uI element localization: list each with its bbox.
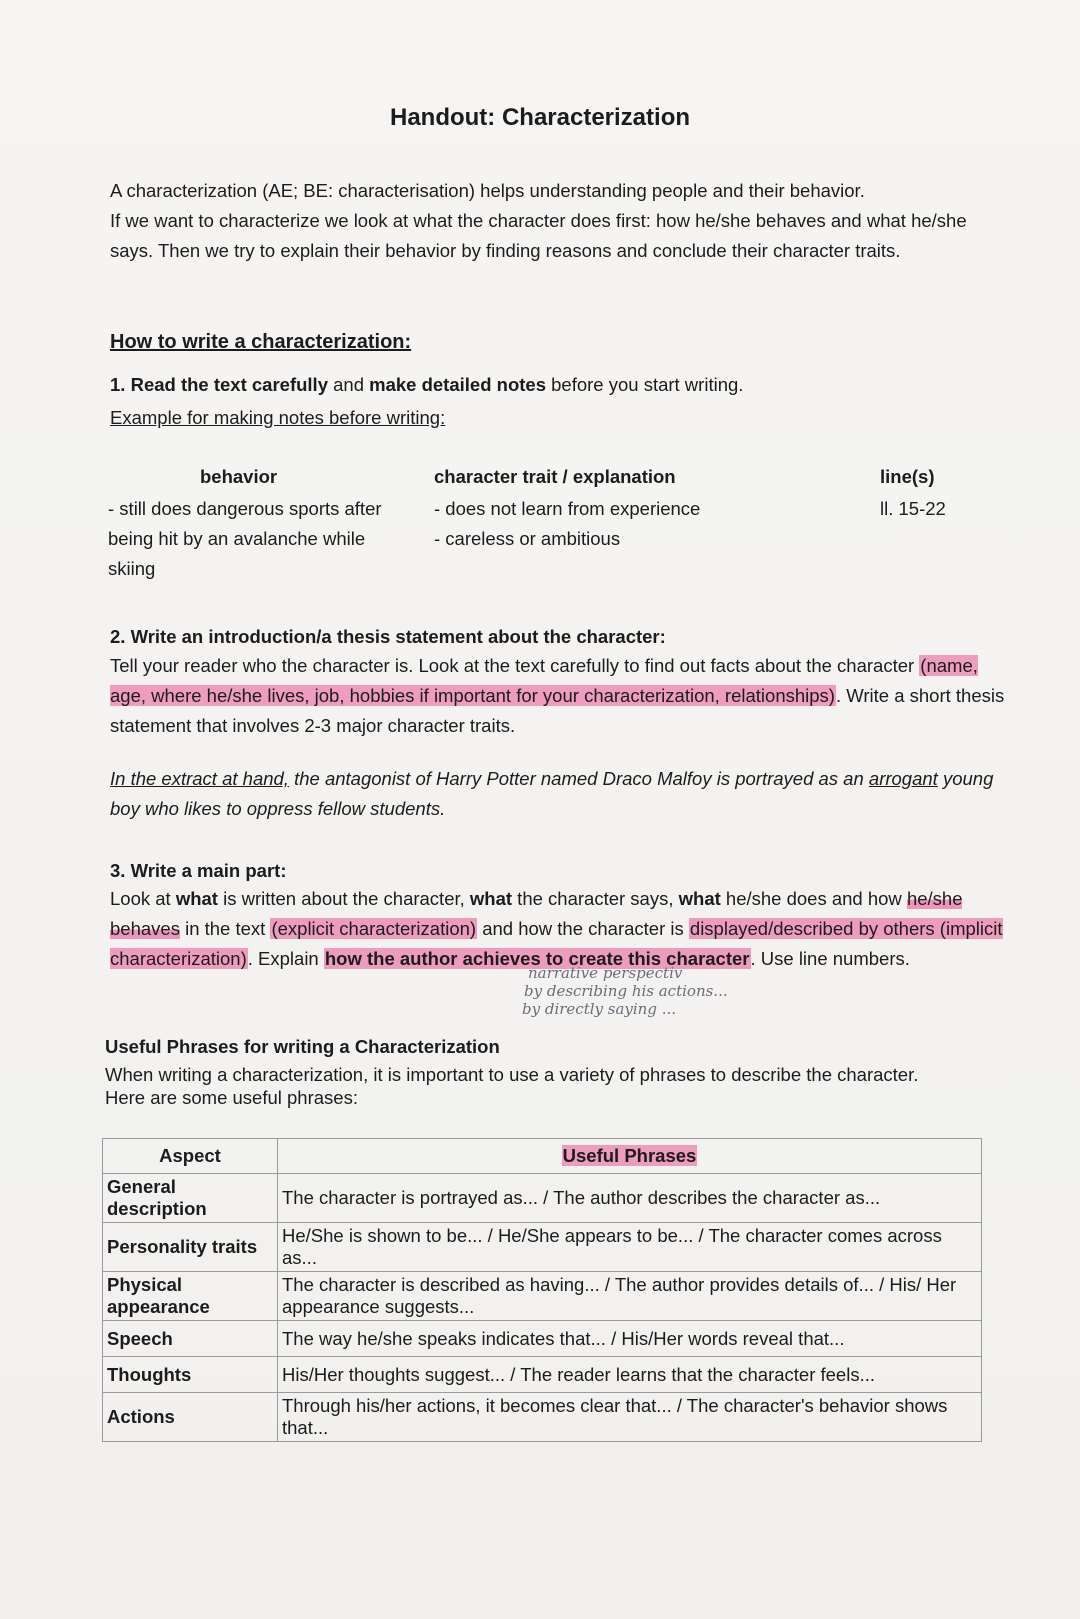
useful-phrases-table xyxy=(102,1138,982,1442)
step-1-number: 1. xyxy=(110,374,126,395)
step-3-highlight-4: how the author achieves to create this character xyxy=(324,948,750,969)
step-3-t2: is written about the character, xyxy=(217,888,470,909)
step-3-highlight-1: he/she behaves xyxy=(110,888,963,939)
table-row xyxy=(103,1357,982,1393)
aspect-cell: Speech xyxy=(103,1321,278,1357)
step-3-text xyxy=(110,884,1010,974)
table-row xyxy=(103,1272,982,1321)
step-2-heading: 2. Write an introduction/a thesis statement about the character: xyxy=(110,626,666,647)
step-3-b2: what xyxy=(469,888,513,909)
table-row xyxy=(103,1393,982,1442)
header-useful-phrases xyxy=(278,1139,982,1174)
example-underline-1: In the extract at hand, xyxy=(110,768,289,789)
step-3-t5: in the text xyxy=(179,918,271,939)
phrase-cell: Through his/her actions, it becomes clear that... / The character's behavior shows that... xyxy=(278,1393,982,1442)
handwritten-note-1: narrative perspectiv xyxy=(528,964,683,982)
handwritten-note-2: by describing his actions... xyxy=(524,982,728,1000)
step-3-t4: he/she does and how xyxy=(720,888,907,909)
notes-trait-2: - careless or ambitious xyxy=(434,528,621,549)
table-row xyxy=(103,1321,982,1357)
phrase-cell: The character is described as having... / The author provides details of... / His/ Her appearance suggests... xyxy=(278,1272,982,1321)
intro-line-2: If we want to characterize we look at what the character does first: how he/she behaves and what he/she says. Then we try to explain their behavior by finding reasons and conclude their character traits. xyxy=(110,210,967,261)
intro-paragraph xyxy=(110,176,1010,266)
step-3-heading: 3. Write a main part: xyxy=(110,860,287,881)
example-underline-2: arrogant xyxy=(868,768,938,789)
phrase-cell: His/Her thoughts suggest... / The reader learns that the character feels... xyxy=(278,1357,982,1393)
step-1 xyxy=(110,370,1010,400)
notes-lines-cell: ll. 15-22 xyxy=(880,498,946,519)
phrase-cell: He/She is shown to be... / He/She appears to be... / The character comes across as... xyxy=(278,1223,982,1272)
aspect-cell: Actions xyxy=(103,1393,278,1442)
table-row xyxy=(103,1223,982,1272)
step-3-t6: and how the character is xyxy=(477,918,689,939)
header-aspect: Aspect xyxy=(103,1139,278,1174)
step-2-text xyxy=(110,651,1010,741)
step-2-example xyxy=(110,764,1010,824)
handwritten-note-3: by directly saying ... xyxy=(522,1000,677,1018)
aspect-cell: Thoughts xyxy=(103,1357,278,1393)
phrase-cell: The character is portrayed as... / The author describes the character as... xyxy=(278,1174,982,1223)
step-2-highlight: (name, age, where he/she lives, job, hobbies if important for your characterization, relationships) xyxy=(110,655,978,706)
step-3-t7: . Explain xyxy=(247,948,324,969)
step-2-text-1: Tell your reader who the character is. Look at the text carefully to find out facts about the character xyxy=(110,655,920,676)
intro-line-1: A characterization (AE; BE: characterisation) helps understanding people and their behavior. xyxy=(110,180,865,201)
page-title: Handout: Characterization xyxy=(389,104,691,131)
notes-header-trait: character trait / explanation xyxy=(434,466,676,487)
step-3-highlight-3: displayed/described by others (implicit characterization) xyxy=(110,918,1003,969)
step-3-b1: what xyxy=(175,888,218,909)
header-useful-phrases-label: Useful Phrases xyxy=(562,1145,697,1166)
aspect-cell: General description xyxy=(103,1174,278,1223)
step-1-text-2: before you start writing. xyxy=(545,374,744,395)
notes-header-behavior: behavior xyxy=(200,466,278,487)
phrases-intro: When writing a characterization, it is important to use a variety of phrases to describe the character. Here are some useful phrases: xyxy=(105,1064,919,1108)
phrases-heading: Useful Phrases for writing a Characterization xyxy=(105,1036,500,1057)
step-3-b3: what xyxy=(678,888,721,909)
step-1-bold-1: Read the text carefully xyxy=(130,374,328,395)
table-header-row xyxy=(103,1139,982,1174)
notes-behavior-cell: - still does dangerous sports after being hit by an avalanche while skiing xyxy=(108,498,382,579)
aspect-cell: Physical appearance xyxy=(103,1272,278,1321)
step-3-t1: Look at xyxy=(110,888,176,909)
notes-trait-1: - does not learn from experience xyxy=(434,498,701,519)
notes-header-lines: line(s) xyxy=(880,466,935,487)
table-row xyxy=(103,1174,982,1223)
step-3-t8: . Use line numbers. xyxy=(750,948,910,969)
step-2-text-2: . Write a short thesis statement that involves 2-3 major character traits. xyxy=(110,685,1005,736)
example-notes-label: Example for making notes before writing: xyxy=(110,407,446,428)
example-text-1: the antagonist of Harry Potter named Draco Malfoy is portrayed as an xyxy=(288,768,869,789)
how-to-heading: How to write a characterization: xyxy=(110,331,412,353)
step-1-text-1: and xyxy=(327,374,370,395)
step-3-t3: the character says, xyxy=(512,888,679,909)
phrase-cell: The way he/she speaks indicates that... / His/Her words reveal that... xyxy=(278,1321,982,1357)
example-text-2: young boy who likes to oppress fellow students. xyxy=(110,768,994,819)
step-1-bold-2: make detailed notes xyxy=(369,374,546,395)
step-3-highlight-2: (explicit characterization) xyxy=(271,918,477,939)
aspect-cell: Personality traits xyxy=(103,1223,278,1272)
